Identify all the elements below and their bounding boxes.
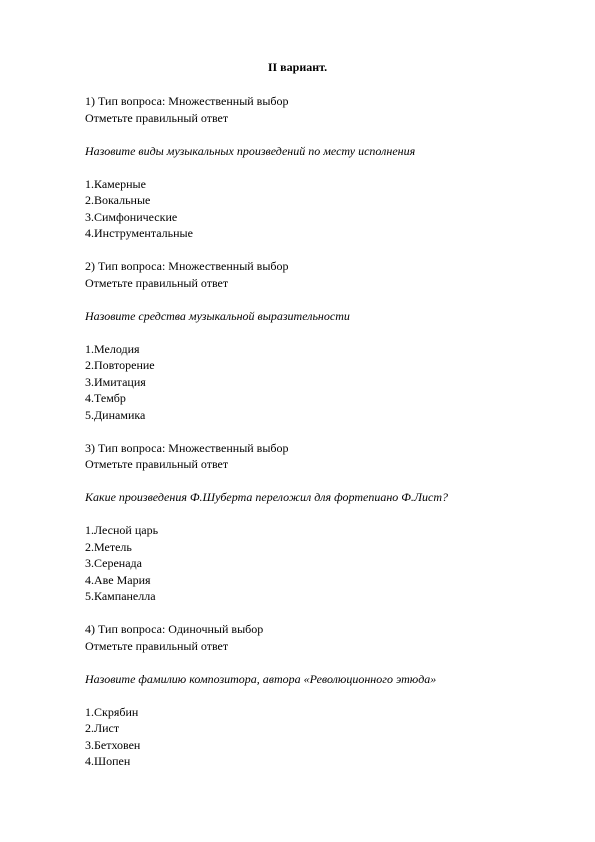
- question-type: 3) Тип вопроса: Множественный выбор: [85, 440, 289, 455]
- page-title: II вариант.: [267, 60, 328, 74]
- question-prompt: Назовите фамилию композитора, автора «Революционного этюда»: [85, 671, 437, 686]
- answer-option: 4.Аве Мария: [85, 572, 151, 587]
- answer-option: 1.Скрябин: [85, 704, 139, 719]
- question-instruction: Отметьте правильный ответ: [85, 457, 229, 471]
- answer-option: 3.Симфонические: [85, 209, 178, 224]
- question-prompt: Назовите средства музыкальной выразительности: [85, 308, 350, 323]
- question-instruction: Отметьте правильный ответ: [85, 638, 229, 653]
- answer-option: 1.Лесной царь: [85, 523, 159, 537]
- question-type: 2) Тип вопроса: Множественный выбор: [85, 259, 289, 273]
- question-prompt: Какие произведения Ф.Шуберта переложил для фортепиано Ф.Лист?: [85, 490, 449, 504]
- answer-option: 2.Лист: [85, 721, 120, 735]
- answer-option: 5.Кампанелла: [85, 589, 156, 603]
- answer-option: 4.Тембр: [85, 391, 126, 405]
- answer-option: 4.Инструментальные: [85, 226, 193, 240]
- question-instruction: Отметьте правильный ответ: [85, 110, 229, 125]
- question-prompt: Назовите виды музыкальных произведений по месту исполнения: [85, 143, 416, 158]
- question-1: [85, 93, 545, 242]
- answer-option: 1.Камерные: [85, 176, 146, 191]
- question-type: 1) Тип вопроса: Множественный выбор: [85, 94, 289, 108]
- question-3: [85, 440, 545, 605]
- question-4: [85, 621, 545, 770]
- answer-option: 2.Вокальные: [85, 193, 151, 207]
- question-2: [85, 258, 545, 423]
- answer-option: 4.Шопен: [85, 754, 131, 768]
- questions-container: [85, 93, 545, 770]
- answer-option: 3.Имитация: [85, 374, 146, 389]
- question-instruction: Отметьте правильный ответ: [85, 275, 229, 290]
- answer-option: 5.Динамика: [85, 407, 146, 422]
- answer-option: 3.Серенада: [85, 556, 142, 570]
- answer-option: 3.Бетховен: [85, 737, 141, 752]
- question-type: 4) Тип вопроса: Одиночный выбор: [85, 622, 264, 636]
- answer-option: 1.Мелодия: [85, 341, 140, 356]
- answer-option: 2.Метель: [85, 539, 132, 554]
- answer-option: 2.Повторение: [85, 358, 155, 372]
